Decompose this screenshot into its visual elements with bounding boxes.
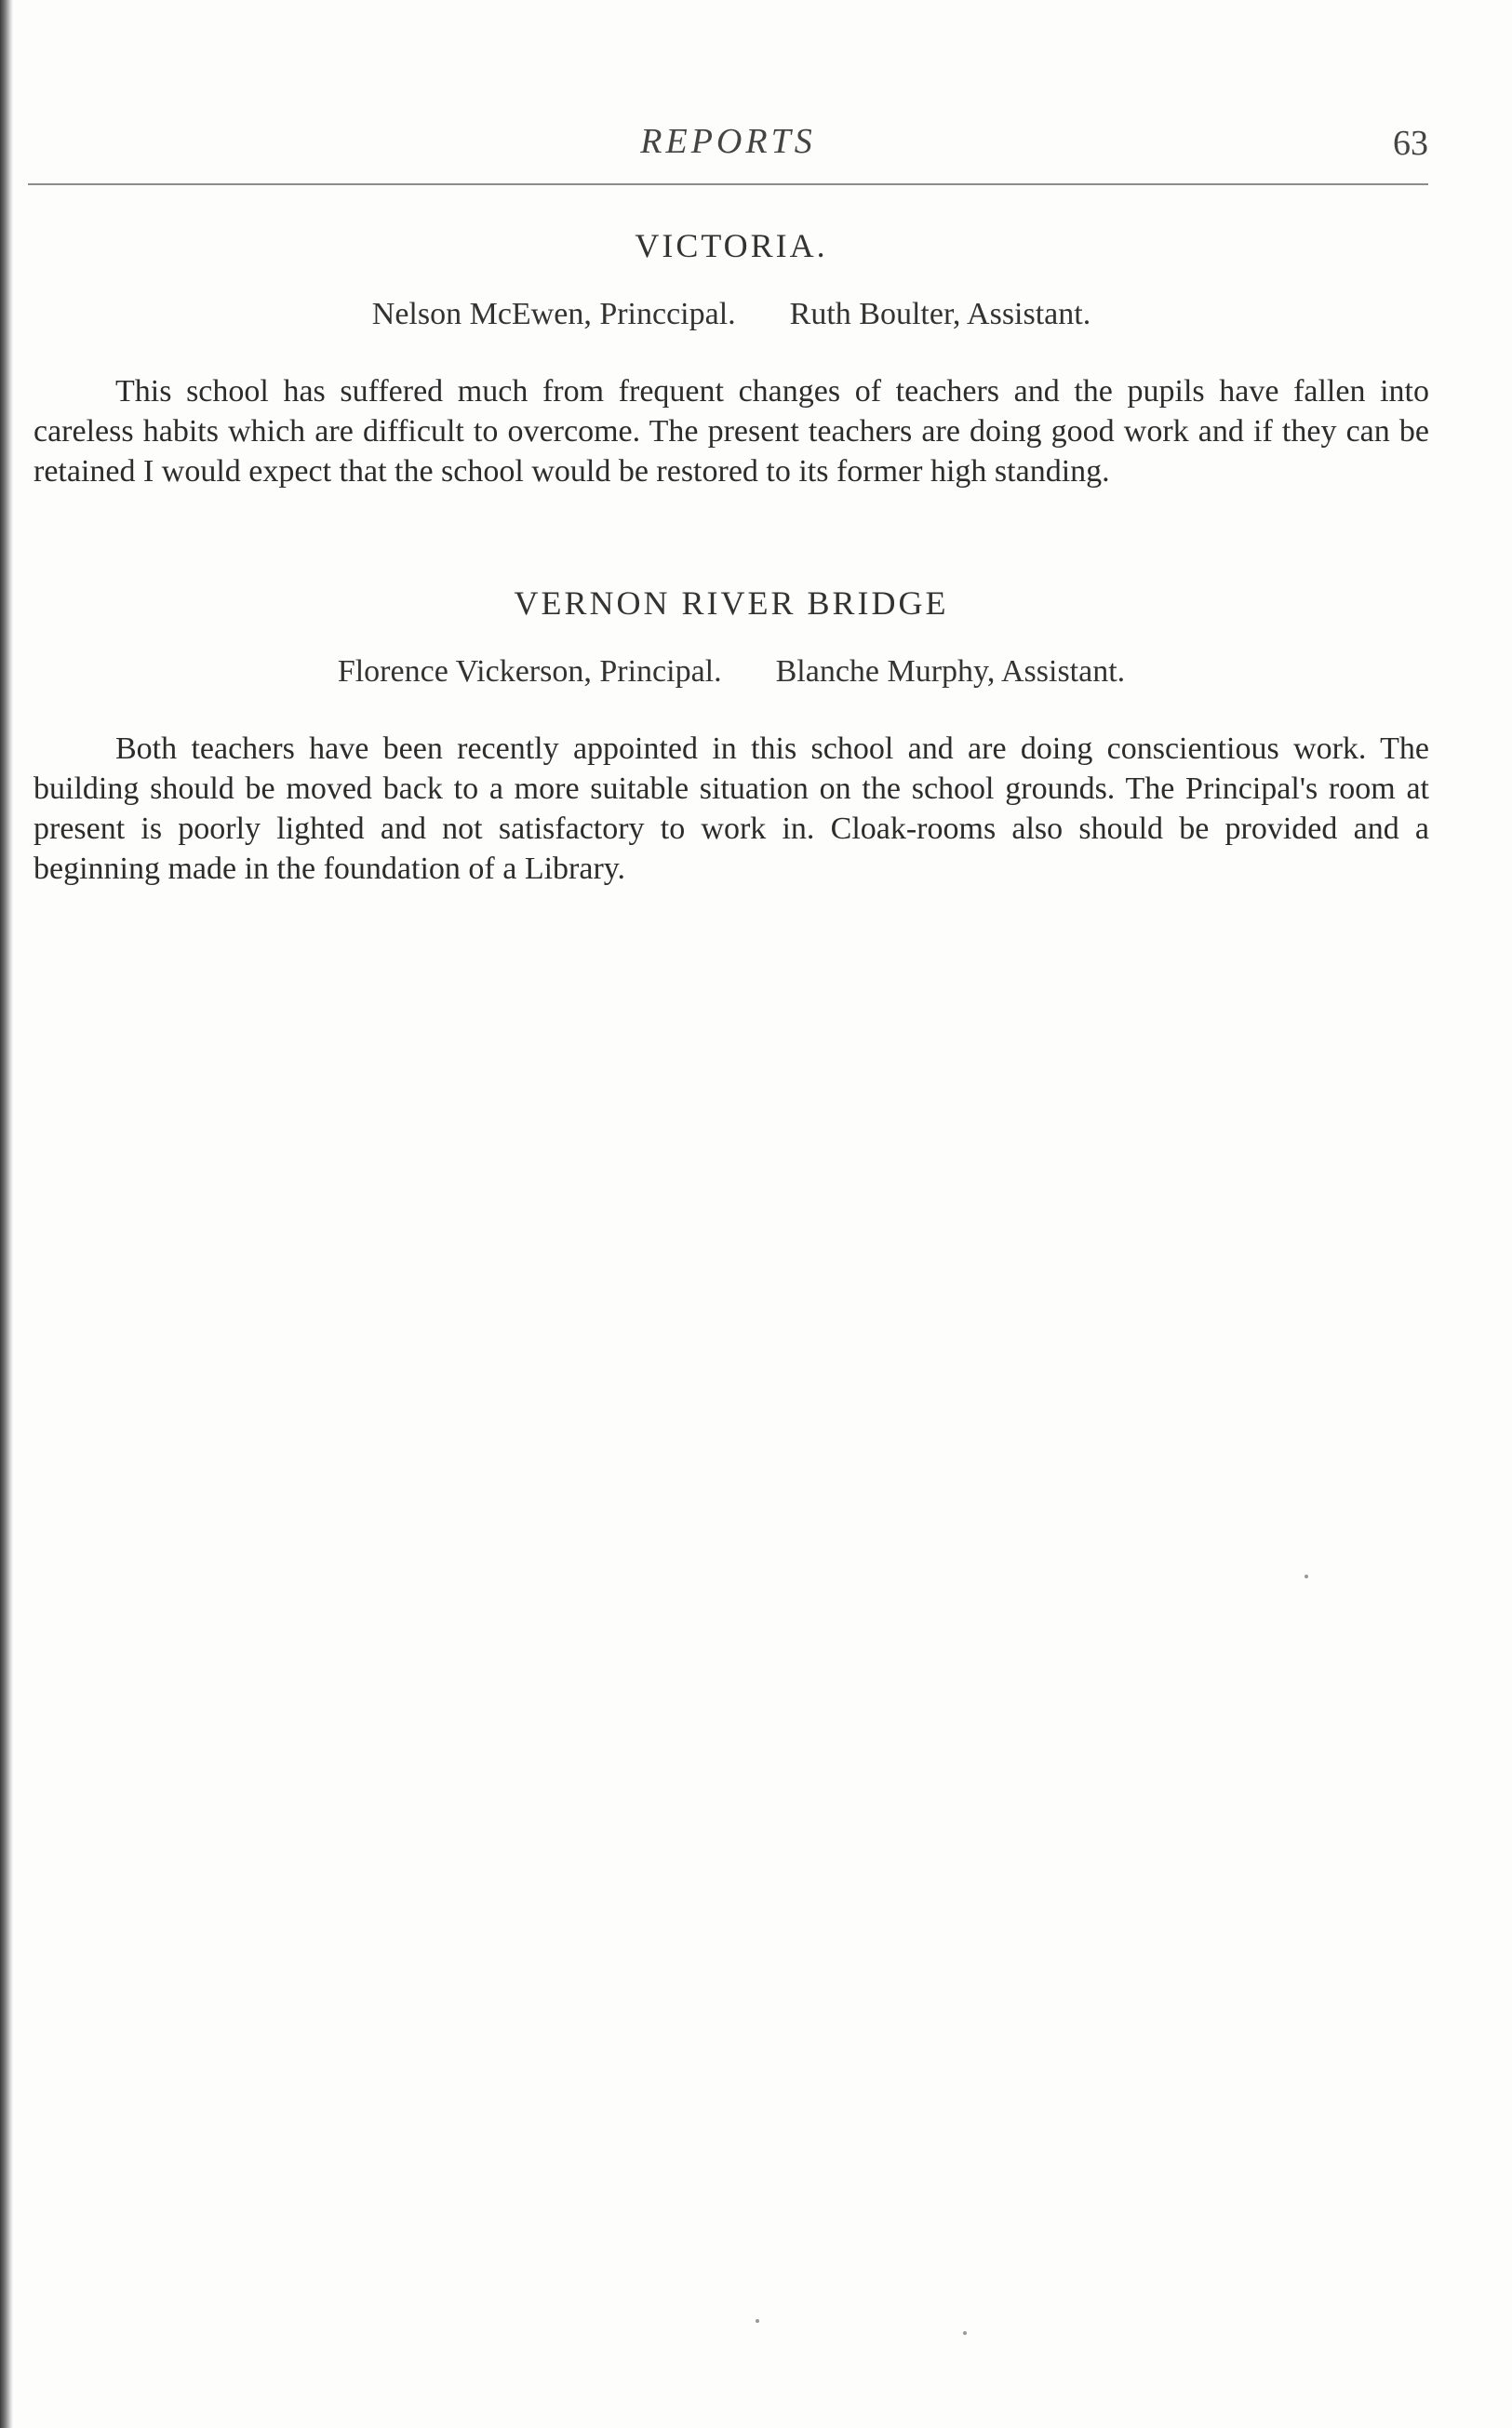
binding-shadow (0, 0, 13, 2428)
running-title: REPORTS (640, 122, 816, 161)
staff-line (33, 297, 1429, 332)
principal-name: Nelson McEwen, Princcipal. (371, 297, 736, 331)
page-number: 63 (1393, 124, 1428, 163)
principal-name: Florence Vickerson, Principal. (337, 654, 722, 689)
paper-speck (756, 2319, 759, 2323)
section-vernon-river-bridge (33, 584, 1429, 920)
section-victoria (33, 226, 1429, 523)
report-paragraph: Both teachers have been recently appointed in this school and are doing conscientious work. The building should be moved back to a more suitable situation on the school grounds. The Principal's room at present is poorly lighted and not satisfactory to work in. Cloak-rooms also should be provided and a beginning made in the foundation of a Library. (33, 731, 1429, 886)
report-paragraph: This school has suffered much from frequent changes of teachers and the pupils have fallen into careless habits which are difficult to overcome. The present teachers are doing good work and if they can be retained I would expect that the school would be restored to its former high standing. (33, 374, 1429, 489)
assistant-name: Blanche Murphy, Assistant. (775, 654, 1126, 689)
running-header (28, 121, 1428, 177)
section-heading: VERNON RIVER BRIDGE (514, 584, 949, 622)
staff-line (33, 654, 1429, 690)
paper-speck (963, 2331, 967, 2335)
paper-speck (1305, 1575, 1308, 1578)
section-heading: VICTORIA. (635, 227, 828, 264)
header-rule (28, 183, 1428, 185)
assistant-name: Ruth Boulter, Assistant. (789, 297, 1091, 331)
